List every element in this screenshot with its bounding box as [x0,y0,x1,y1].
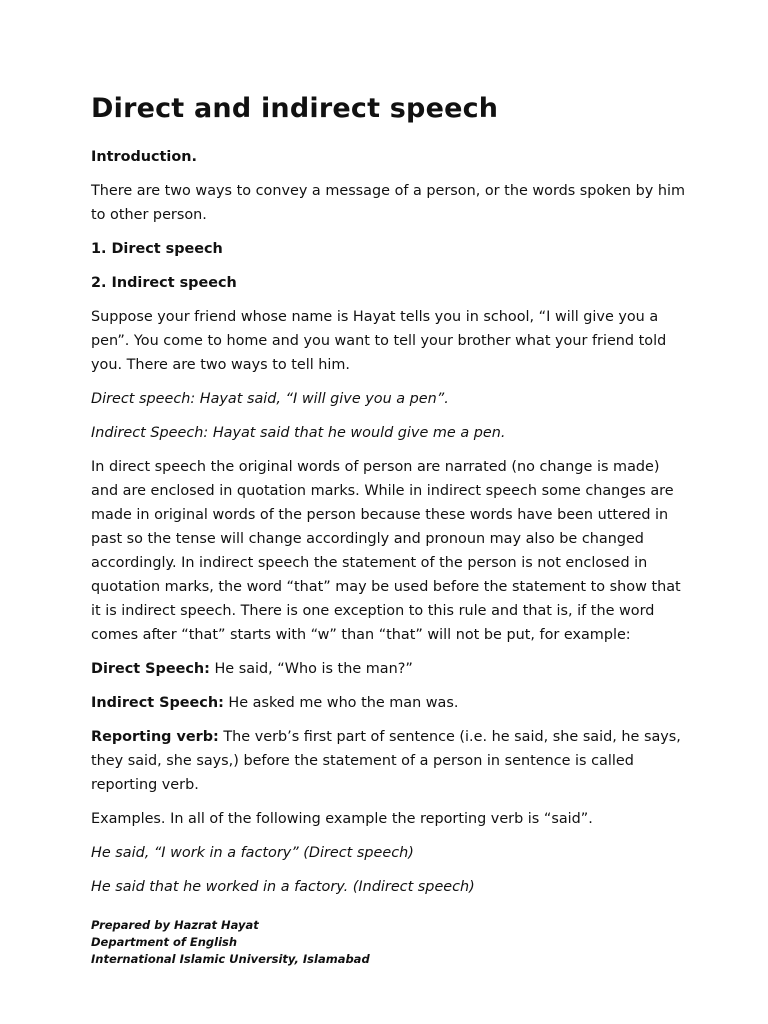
example3-direct: He said, “I work in a factory” (Direct speech) [91,845,414,861]
explanation-paragraph: In direct speech the original words of person are narrated (no change is made) and are enclosed in quotation marks. While in indirect speech some changes are made in original words of the person because these words have been uttered in past so the tense will change accordingly and pronoun may also be changed accordingly. In indirect speech the statement of the person is not enclosed in quotation marks, the word “that” may be used before the statement to show that it is indirect speech. There is one exception to this rule and that is, if the word comes after “that” starts with “w” than “that” will not be put, for example: [91,459,681,643]
example1-indirect: Indirect Speech: Hayat said that he would give me a pen. [91,425,506,441]
example2-direct-label: Direct Speech: [91,661,210,677]
footer-department: Department of English [91,935,238,949]
intro-heading: Introduction. [91,149,197,165]
footer-author: Prepared by Hazrat Hayat [91,918,259,932]
example2-indirect [91,691,691,715]
example2-direct-text: He said, “Who is the man?” [209,661,413,677]
example2-indirect-text: He asked me who the man was. [223,695,459,711]
reporting-verb-paragraph [91,725,691,797]
intro-paragraph: There are two ways to convey a message of a person, or the words spoken by him to other person. [91,183,685,223]
list-item-indirect-speech: 2. Indirect speech [91,275,237,291]
example3-indirect: He said that he worked in a factory. (Indirect speech) [91,879,475,895]
examples-intro: Examples. In all of the following example the reporting verb is “said”. [91,811,593,827]
list-item-direct-speech: 1. Direct speech [91,241,223,257]
footer-university: International Islamic University, Islamabad [91,952,370,966]
reporting-verb-text: The verb’s first part of sentence (i.e. he said, she said, he says, they said, she says,) before the statement of a person in sentence is called reporting verb. [91,729,681,793]
footer-credits [91,917,691,968]
example1-direct: Direct speech: Hayat said, “I will give you a pen”. [91,391,449,407]
page-title: Direct and indirect speech [91,93,499,124]
example2-direct [91,657,691,681]
document-page [91,92,691,968]
scenario-paragraph: Suppose your friend whose name is Hayat tells you in school, “I will give you a pen”. You come to home and you want to tell your brother what your friend told you. There are two ways to tell him. [91,309,667,373]
reporting-verb-label: Reporting verb: [91,729,219,745]
example2-indirect-label: Indirect Speech: [91,695,224,711]
